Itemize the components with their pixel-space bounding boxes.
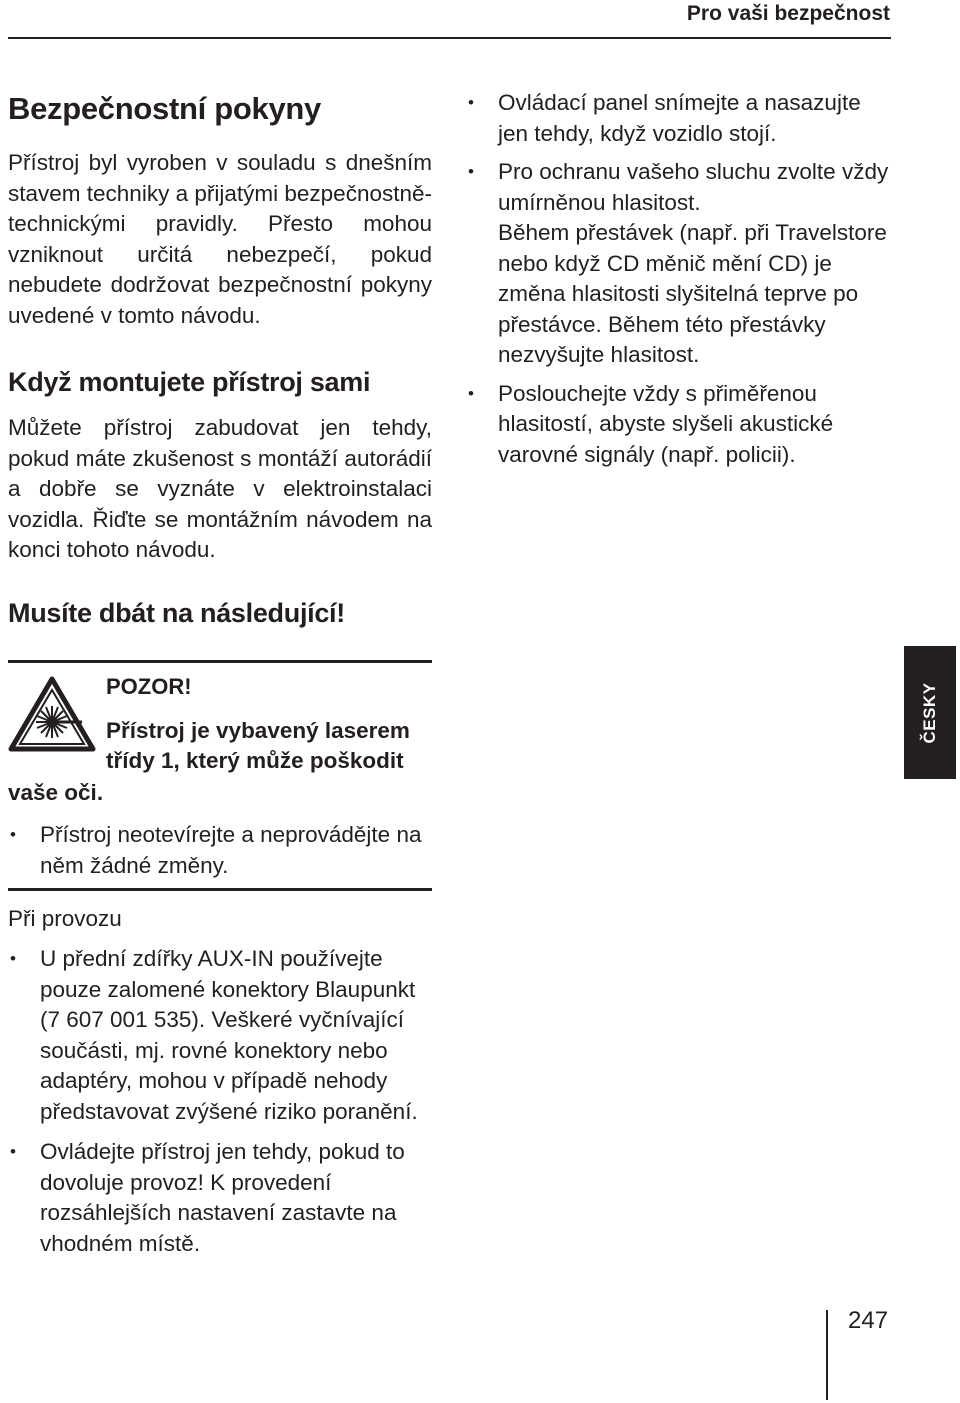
list-item-extra: Během přestávek (např. při Travelstore nebo když CD měnič mění CD) je změna hlasitosti slyšitelná teprve po přestávce. Během této přestávky nezvyšujte hlasitost.: [498, 220, 887, 367]
language-tab-label: ČESKY: [920, 681, 939, 744]
warning-bottom-rule: [8, 888, 432, 891]
warning-top-rule: [8, 660, 432, 663]
operation-list: [8, 944, 432, 1259]
left-column: [8, 90, 432, 630]
page-number-rule: [826, 1310, 828, 1400]
page-number: 247: [848, 1307, 889, 1334]
list-item: • Přístroj neotevírejte a neprovádějte na něm žádné změny.: [8, 820, 432, 881]
list-item: • Ovládejte přístroj jen tehdy, pokud to dovoluje provoz! K provedení rozsáhlejších nastavení zastavte na vhodném místě.: [8, 1137, 432, 1259]
page-header-title: Pro vaši bezpečnost: [686, 2, 890, 25]
list-item: [466, 157, 890, 371]
warning-text-line3: vaše oči.: [8, 780, 104, 805]
language-tab: [904, 646, 956, 779]
right-column: [466, 88, 890, 470]
warning-text-line1: Přístroj je vybavený laserem: [106, 718, 410, 743]
mount-paragraph: Můžete přístroj zabudovat jen tehdy, pokud máte zkušenost s montáží autorádií a dobře se vyznáte v elektroinstalaci vozidla. Řiďte se montážním návodem na konci tohoto návodu.: [8, 415, 432, 562]
list-item: • Poslouchejte vždy s přiměřenou hlasitostí, abyste slyšeli akustické varovné signály (např. policii).: [466, 379, 890, 471]
operation-heading: Při provozu: [8, 906, 122, 931]
list-item-text: Pro ochranu vašeho sluchu zvolte vždy umírněnou hlasitost.: [498, 159, 889, 215]
warning-bullet-list: [8, 820, 432, 881]
warning-text-line2: třídy 1, který může poškodit: [106, 748, 404, 773]
list-item: • U přední zdířky AUX-IN používejte pouze zalomené konektory Blaupunkt (7 607 001 535). Veškeré vyčnívající součásti, mj. rovné konektory nebo adaptéry, mohou v případě nehody představovat zvýšené riziko poranění.: [8, 944, 432, 1127]
section-heading: Bezpečnostní pokyny: [8, 91, 321, 126]
warning-title: POZOR!: [106, 674, 192, 699]
list-item: • Ovládací panel snímejte a nasazujte jen tehdy, když vozidlo stojí.: [466, 88, 890, 149]
intro-paragraph: Přístroj byl vyroben v souladu s dnešním stavem techniky a přijatými bezpečnostně-technickými pravidly. Přesto mohou vzniknout určitá nebezpečí, pokud nebudete dodržovat bezpečnostní pokyny uvedené v tomto návodu.: [8, 150, 432, 328]
laser-warning-icon: [8, 676, 96, 752]
header-divider: [8, 37, 891, 39]
mount-subheading: Když montujete přístroj sami: [8, 367, 371, 397]
must-heading: Musíte dbát na následující!: [8, 597, 345, 628]
